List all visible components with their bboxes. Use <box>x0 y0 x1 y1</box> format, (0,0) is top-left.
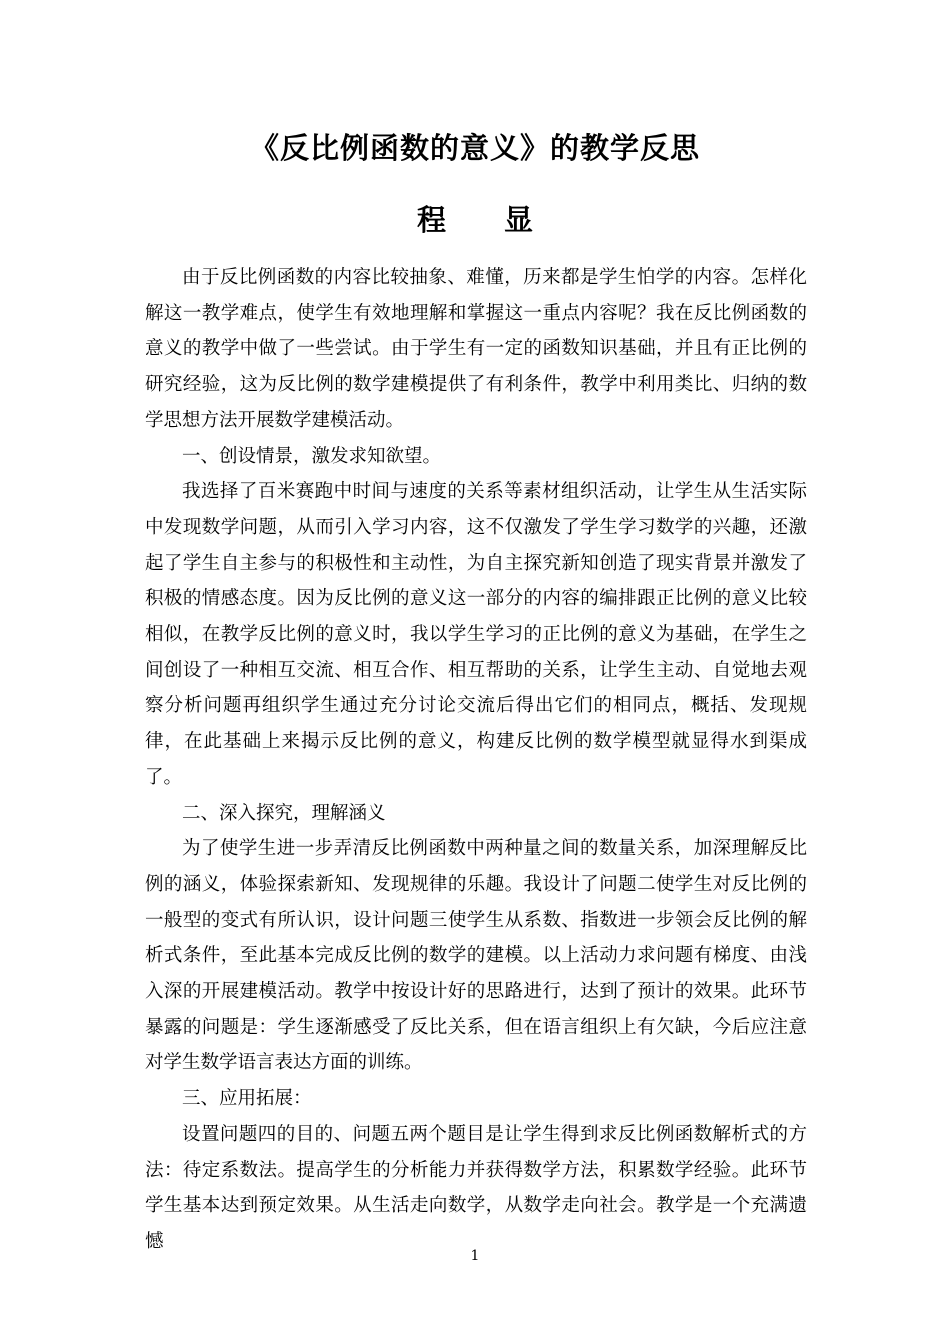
paragraph-section-2: 为了使学生进一步弄清反比例函数中两种量之间的数量关系，加深理解反比例的涵义，体验探索新知、发现规律的乐趣。我设计了问题二使学生对反比例的一般型的变式有所认识，设计问题三使学生从系数、指数进一步领会反比例的解析式条件，至此基本完成反比例的数学的建模。以上活动力求问题有梯度、由浅入深的开展建模活动。教学中按设计好的思路进行，达到了预计的效果。此环节暴露的问题是：学生逐渐感受了反比关系，但在语言组织上有欠缺，今后应注意对学生数学语言表达方面的训练。 <box>145 838 807 1074</box>
document-title: 《反比例函数的意义》的教学反思 <box>249 131 700 165</box>
paragraph-section-1: 我选择了百米赛跑中时间与速度的关系等素材组织活动，让学生从生活实际中发现数学问题，从而引入学习内容，这不仅激发了学生学习数学的兴趣，还激起了学生自主参与的积极性和主动性，为自主探究新知创造了现实背景并激发了积极的情感态度。因为反比例的意义这一部分的内容的编排跟正比例的意义比较相似，在教学反比例的意义时，我以学生学习的正比例的意义为基础，在学生之间创设了一种相互交流、相互合作、相互帮助的关系，让学生主动、自觉地去观察分析问题再组织学生通过充分讨论交流后得出它们的相同点，概括、发现规律，在此基础上来揭示反比例的意义，构建反比例的数学模型就显得水到渠成了。 <box>145 481 807 788</box>
author-char-2: 显 <box>504 203 534 237</box>
author-char-1: 程 <box>416 203 446 237</box>
paragraph-intro: 由于反比例函数的内容比较抽象、难懂，历来都是学生怕学的内容。怎样化解这一教学难点，使学生有效地理解和掌握这一重点内容呢？我在反比例函数的意义的教学中做了一些尝试。由于学生有一定的函数知识基础，并且有正比例的研究经验，这为反比例的数学建模提供了有利条件，教学中利用类比、归纳的数学思想方法开展数学建模活动。 <box>145 267 807 431</box>
paragraph-section-3: 设置问题四的目的、问题五两个题目是让学生得到求反比例函数解析式的方法：待定系数法。提高学生的分析能力并获得数学方法，积累数学经验。此环节学生基本达到预定效果。从生活走向数学，从数学走向社会。教学是一个充满遗憾 <box>145 1123 807 1252</box>
document-body <box>145 260 807 1260</box>
section-heading-2: 二、深入探究，理解涵义 <box>182 802 386 824</box>
section-heading-3: 三、应用拓展： <box>182 1088 312 1110</box>
page-number: 1 <box>470 1248 480 1264</box>
author-name <box>0 200 950 240</box>
section-heading-1: 一、创设情景，激发求知欲望。 <box>182 445 442 467</box>
